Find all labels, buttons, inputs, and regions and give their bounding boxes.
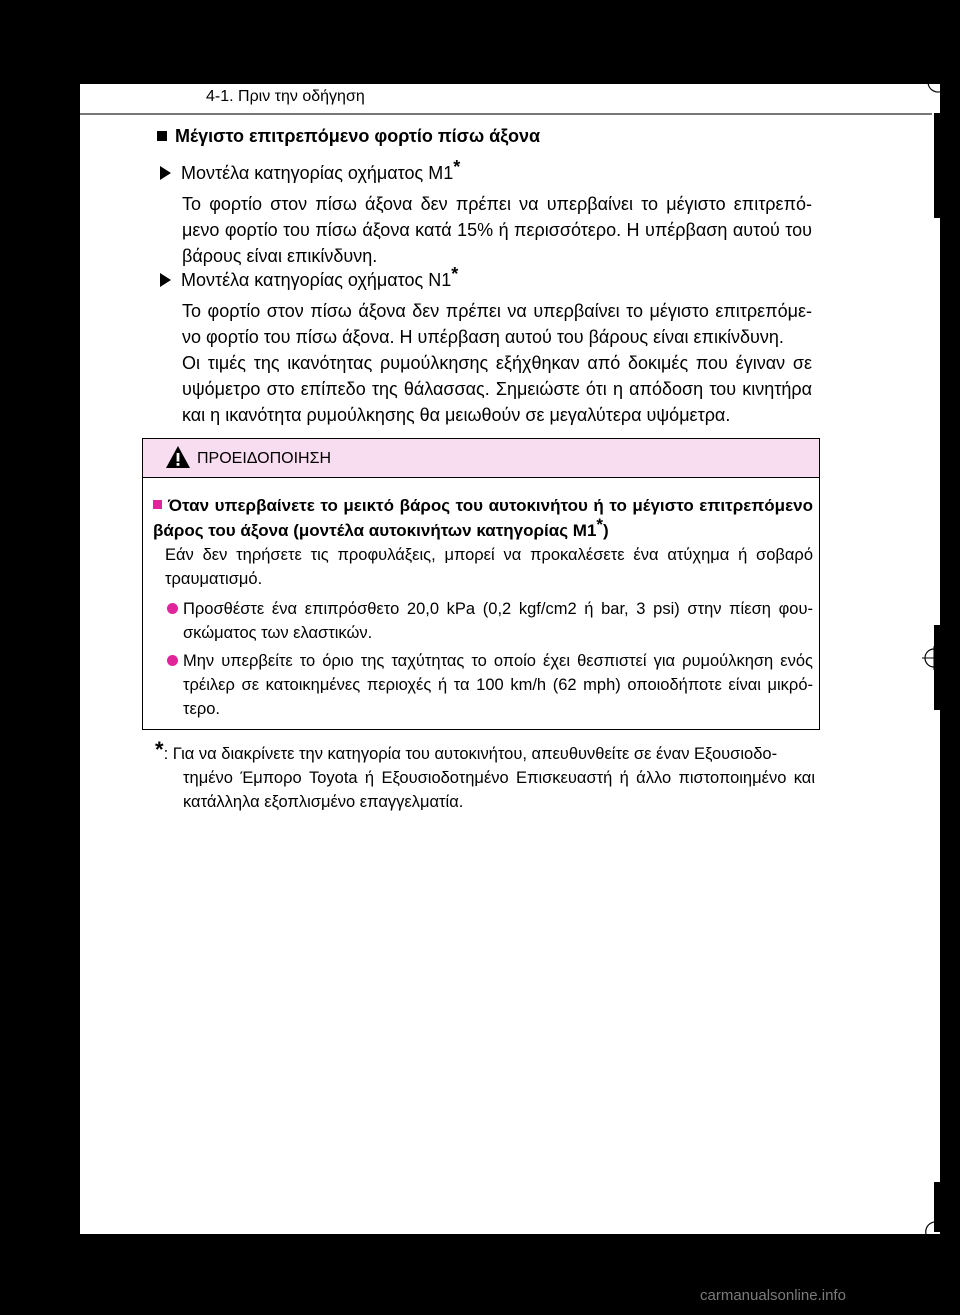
warning-label: ΠΡΟΕΙΔΟΠΟΙΗΣΗ — [197, 450, 332, 467]
header-divider — [80, 113, 932, 115]
footnote-text-continued: τημένο Έμπορο Toyota ή Εξουσιοδοτημένο Επισκευαστή ή άλλο πιστοποιημένο και κατάλληλα εξοπλισμένο επαγγελματία. — [183, 769, 815, 811]
warning-bullet — [183, 649, 813, 721]
square-bullet-icon — [157, 131, 167, 141]
warning-bullet-text: Προσθέστε ένα επιπρόσθετο 20,0 kPa (0,2 kgf/cm2 ή bar, 3 psi) στην πίεση φου-σκώματος των ελαστικών. — [183, 600, 813, 642]
warning-title-end: ) — [603, 521, 609, 540]
warning-bullet-text: Μην υπερβείτε το όριο της ταχύτητας το οποίο έχει θεσπιστεί για ρυμούλκηση ενός τρέιλερ σε κατοικημένες περιοχές ή τα 100 km/h (62 mph) οποιοδήποτε είναι μικρό-τερο. — [183, 652, 813, 718]
subsection-title-n1 — [160, 264, 459, 291]
warning-header — [143, 439, 819, 478]
section-heading — [157, 126, 540, 147]
round-bullet-icon — [167, 655, 178, 666]
footnote-mark: * — [453, 157, 461, 177]
subsection-title-text: Μοντέλα κατηγορίας οχήματος N1 — [181, 270, 452, 290]
footnote-mark: * — [155, 737, 164, 762]
warning-triangle-icon — [165, 445, 191, 469]
triangle-bullet-icon — [160, 273, 171, 287]
warning-title — [153, 493, 813, 543]
paragraph: Το φορτίο στον πίσω άξονα δεν πρέπει να υπερβαίνει το μέγιστο επιτρεπό-μενο φορτίο του πίσω άξονα κατά 15% ή περισσότερο. Η υπέρβαση αυτού του βάρους είναι επικίνδυνη. — [182, 194, 812, 266]
section-header: 4-1. Πριν την οδήγηση — [206, 88, 365, 105]
footnote-mark: * — [596, 515, 604, 534]
square-bullet-icon — [153, 500, 162, 509]
page-edge-bar — [934, 113, 940, 218]
paragraph: Οι τιμές της ικανότητας ρυμούλκησης εξήχθηκαν από δοκιμές που έγιναν σε υψόμετρο στο επίπεδο της θάλασσας. Σημειώστε ότι η απόδοση του κινητήρα και η ικανότητα ρυμούλκησης θα μειωθούν σε μεγαλύτερα υψόμετρα. — [182, 353, 812, 425]
triangle-bullet-icon — [160, 166, 171, 180]
registration-mark-icon — [922, 1216, 946, 1240]
heading-text: Μέγιστο επιτρεπόμενο φορτίο πίσω άξονα — [175, 126, 541, 146]
registration-mark-icon — [922, 646, 946, 670]
subsection-title-m1 — [160, 157, 461, 184]
round-bullet-icon — [167, 603, 178, 614]
registration-mark-icon — [924, 76, 948, 100]
warning-text: Εάν δεν τηρήσετε τις προφυλάξεις, μπορεί να προκαλέσετε ένα ατύχημα ή σοβαρό τραυματισμό. — [165, 546, 813, 588]
warning-bullet — [183, 597, 813, 645]
watermark: carmanualsonline.info — [700, 1287, 846, 1304]
warning-title-text: Όταν υπερβαίνετε το μεικτό βάρος του αυτοκινήτου ή το μέγιστο επιτρεπόμενο βάρος του άξονα (μοντέλα αυτοκινήτων κατηγορίας M1 — [153, 496, 813, 540]
warning-box — [142, 438, 820, 730]
footnote-mark: * — [451, 264, 459, 284]
subsection-title-text: Μοντέλα κατηγορίας οχήματος M1 — [181, 163, 454, 183]
footnote — [155, 737, 815, 814]
footnote-text: : Για να διακρίνετε την κατηγορία του αυτοκινήτου, απευθυνθείτε σε έναν Εξουσιοδο- — [163, 745, 778, 763]
paragraph: Το φορτίο στον πίσω άξονα δεν πρέπει να υπερβαίνει το μέγιστο επιτρεπόμε-νο φορτίο του πίσω άξονα. Η υπέρβαση αυτού του βάρους είναι επικίνδυνη. — [182, 301, 812, 347]
